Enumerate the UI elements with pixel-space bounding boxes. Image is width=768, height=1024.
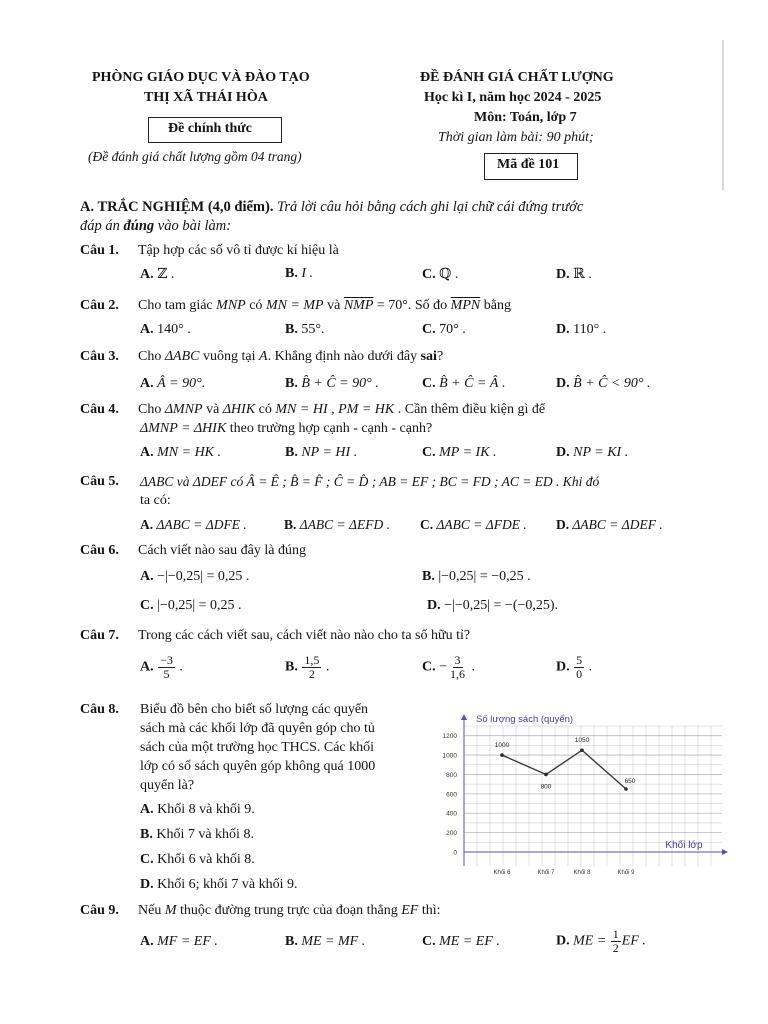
q8-option-b [140, 827, 254, 843]
q5-option-a [140, 517, 247, 533]
option-post: EF . [621, 933, 646, 949]
q1-label: Câu 1. [80, 243, 119, 258]
option-text: ΔABC = ΔFDE . [436, 517, 527, 532]
q5-option-d [556, 517, 663, 533]
q8-line3: sách của một trường học THCS. Các khối [140, 740, 375, 755]
pages-note: (Đề đánh giá chất lượng gồm 04 trang) [88, 149, 302, 164]
y-tick-label: 800 [446, 771, 457, 779]
option-text: MF = EF . [157, 934, 218, 949]
q3-text-a: Cho [138, 349, 165, 364]
option-text: Khối 8 và khối 9. [157, 802, 255, 817]
q1-option-c [422, 266, 458, 283]
option-text: |−0,25| = −0,25 . [438, 569, 531, 584]
option-text: MN = HK . [157, 445, 222, 460]
q2-text-f: = 70°. Số đo [373, 298, 451, 313]
option-text: ΔABC = ΔDEF . [572, 517, 663, 532]
q8-line5: quyển là? [140, 778, 195, 793]
option-post: . [322, 659, 330, 675]
q7-d-fraction [574, 654, 584, 681]
option-text: 55°. [301, 322, 325, 337]
q7-a-fraction [158, 654, 175, 681]
section-a-title: A. TRẮC NGHIỆM (4,0 điểm). [80, 199, 274, 215]
option-text: |−0,25| = 0,25 . [157, 598, 242, 613]
q4-l1c: và [202, 402, 223, 417]
q3-text-f: ? [436, 349, 444, 364]
q3-text-c: vuông tại [199, 349, 260, 364]
q8-line1: Biểu đồ bên cho biết số lượng các quyển [140, 702, 369, 717]
option-pre: − [439, 659, 448, 675]
q2-text-a: Cho tam giác [138, 298, 217, 313]
y-tick-label: 600 [446, 791, 457, 799]
q7-text: Trong các cách viết sau, cách viết nào nào cho ta số hữu tỉ? [138, 628, 471, 643]
option-text: Â = 90°. [157, 376, 206, 391]
q4-l1f: MN = HI , PM = HK [275, 402, 395, 417]
numerator: 1 [612, 927, 619, 941]
option-key: A. [140, 322, 154, 337]
q3-bold: sai [420, 349, 437, 364]
q2-angle-nmp: $\overline{NMP}$ [343, 298, 374, 313]
section-a-instruction: Trả lời câu hỏi bằng cách ghi lại chữ cái đứng trước [273, 199, 584, 215]
q2-text-e: và [323, 298, 344, 313]
data-point [580, 748, 584, 752]
option-key: D. [556, 445, 570, 460]
q2-option-d [556, 322, 606, 338]
q7-option-d [556, 654, 592, 681]
q4-option-a [140, 445, 221, 461]
q3-option-b [285, 376, 379, 392]
q2-text-c: có [245, 298, 266, 313]
numerator: −3 [160, 653, 173, 667]
data-label: 1000 [494, 742, 510, 750]
q7-option-b [285, 654, 329, 681]
option-text: −|−0,25| = −(−0,25). [444, 598, 559, 613]
q4-l1a: Cho [138, 402, 165, 417]
data-point [544, 773, 548, 777]
chart-title: Số lượng sách (quyển) [476, 714, 574, 725]
instruction-part2: đáp án [80, 218, 124, 234]
q5-option-b [284, 517, 390, 533]
option-text: B̂ + Ĉ = Â . [439, 376, 506, 391]
q2-option-b [285, 322, 324, 338]
option-key: C. [420, 517, 434, 532]
chart-x-axis-label: Khối lớp [665, 840, 703, 851]
q9-text [138, 903, 441, 919]
q3-option-c [422, 376, 505, 392]
y-tick-label: 0 [453, 849, 457, 857]
q8-line4: lớp có số sách quyên góp không quá 1000 [140, 759, 376, 774]
option-post: . [175, 659, 183, 675]
option-key: D. [556, 517, 570, 532]
option-text: Khối 6; khối 7 và khối 9. [157, 877, 298, 892]
data-label: 800 [540, 783, 552, 791]
option-key: A. [140, 267, 154, 282]
option-text: 70° . [439, 322, 466, 337]
exam-code: Mã đề 101 [497, 157, 560, 172]
q3-text-e: . Khẳng định nào dưới đây [267, 349, 421, 364]
denominator: 5 [163, 667, 170, 681]
q3-triangle: ΔABC [164, 349, 200, 364]
y-tick-label: 400 [446, 810, 457, 818]
option-text: MP = IK . [439, 445, 497, 460]
option-text: Khối 6 và khối 8. [157, 852, 255, 867]
series-line [502, 750, 626, 789]
option-post: . [585, 659, 593, 675]
option-text: NP = KI . [573, 445, 629, 460]
option-key: B. [284, 517, 297, 532]
y-tick-label: 1200 [442, 733, 457, 741]
q5-line2: ta có: [140, 493, 171, 508]
denominator: 0 [576, 667, 583, 681]
q8-option-d [140, 877, 298, 893]
data-label: 650 [624, 778, 636, 785]
option-text: ΔABC = ΔDFE . [156, 517, 247, 532]
q9-option-b [285, 934, 365, 950]
option-key: A. [140, 802, 154, 817]
q9-text-c: thuộc đường trung trực của đoạn thẳng [176, 903, 402, 918]
q1-option-b [285, 266, 313, 282]
q3-vertex: A [259, 349, 268, 364]
q8-line2: sách mà các khối lớp đã quyên góp cho tủ [140, 721, 375, 736]
option-key: D. [556, 322, 570, 337]
option-key: D. [140, 877, 154, 892]
q6-option-d [427, 598, 558, 614]
data-point [500, 753, 504, 757]
q6-option-b [422, 569, 531, 585]
exam-title: ĐỀ ĐÁNH GIÁ CHẤT LƯỢNG [420, 70, 614, 85]
q2-option-c [422, 322, 466, 338]
q4-l1e: có [255, 402, 276, 417]
option-text: ℚ . [439, 267, 459, 282]
q2-equal-sides: MN = MP [265, 298, 324, 313]
q2-angle-mpn: $\overline{MPN}$ [450, 298, 481, 313]
town-name: THỊ XÃ THÁI HÒA [144, 90, 268, 105]
q4-l2a: ΔMNP = ΔHIK [140, 421, 227, 436]
semester-line: Học kì I, năm học 2024 - 2025 [424, 90, 602, 105]
option-text: Khối 7 và khối 8. [156, 827, 254, 842]
x-tick-label: Khối 8 [573, 870, 591, 876]
data-point [624, 787, 628, 791]
chart-y-ticks [443, 733, 458, 856]
option-text: ME = [573, 933, 610, 949]
q7-b-fraction [302, 654, 321, 681]
option-key: D. [556, 376, 570, 391]
option-key: C. [422, 267, 436, 282]
x-tick-label: Khối 6 [493, 870, 511, 876]
q3-option-a [140, 376, 205, 392]
option-text: ME = MF . [301, 934, 366, 949]
q4-l1d: ΔHIK [222, 402, 256, 417]
q8-option-c [140, 852, 255, 868]
option-text: 140° . [157, 322, 191, 337]
option-key: C. [422, 376, 436, 391]
q4-label: Câu 4. [80, 402, 119, 417]
q3-label: Câu 3. [80, 349, 119, 364]
q4-l2b: theo trường hợp cạnh - cạnh - cạnh? [226, 421, 433, 436]
q4-option-c [422, 445, 497, 461]
option-post: . [468, 659, 476, 675]
option-text: B̂ + Ĉ < 90° . [573, 376, 651, 391]
q6-option-c [140, 598, 242, 614]
q4-l1b: ΔMNP [164, 402, 203, 417]
numerator: 1,5 [304, 653, 320, 667]
option-key: A. [140, 517, 154, 532]
option-key: B. [285, 445, 298, 460]
q9-option-a [140, 934, 218, 950]
option-key: B. [285, 322, 298, 337]
instruction-bold: đúng [123, 218, 155, 234]
q9-d-fraction [611, 928, 621, 955]
y-axis-arrow [461, 714, 467, 720]
x-tick-label: Khối 7 [537, 870, 555, 876]
option-text: −|−0,25| = 0,25 . [157, 569, 250, 584]
option-text: I . [301, 266, 314, 281]
q1-option-d [556, 266, 592, 283]
numerator: 3 [454, 653, 461, 667]
q9-option-d [556, 928, 646, 955]
x-tick-label: Khối 9 [617, 870, 635, 876]
data-label: 1050 [574, 737, 590, 745]
q4-line1 [138, 402, 545, 418]
q7-option-c [422, 654, 475, 681]
y-tick-label: 1000 [442, 752, 457, 760]
option-key: A. [140, 659, 154, 675]
option-key: D. [556, 659, 570, 675]
option-key: B. [285, 934, 298, 949]
y-tick-label: 200 [446, 830, 457, 838]
option-key: D. [556, 267, 570, 282]
q8-label: Câu 8. [80, 702, 119, 717]
q9-segment: EF [401, 903, 419, 918]
option-key: B. [285, 659, 298, 675]
section-a-heading [80, 199, 583, 216]
time-line: Thời gian làm bài: 90 phút; [438, 130, 594, 145]
option-key: A. [140, 445, 154, 460]
option-key: B. [422, 569, 435, 584]
option-key: B. [140, 827, 153, 842]
option-key: C. [422, 445, 436, 460]
q5-label: Câu 5. [80, 474, 119, 489]
instruction-part3: vào bài làm: [154, 218, 232, 234]
option-text: ΔABC = ΔEFD . [299, 517, 390, 532]
q9-point: M [164, 903, 177, 918]
q4-l1g: . Cần thêm điều kiện gì để [394, 402, 546, 417]
q1-text: Tập hợp các số vô tỉ được kí hiệu là [138, 243, 339, 258]
q4-option-b [285, 445, 357, 461]
option-text: ℤ . [157, 267, 175, 282]
q9-option-c [422, 934, 500, 950]
numerator: 5 [576, 653, 583, 667]
option-key: B. [285, 376, 298, 391]
q4-option-d [556, 445, 628, 461]
option-text: ℝ . [573, 267, 592, 282]
q2-option-a [140, 322, 191, 338]
subject-line: Môn: Toán, lớp 7 [474, 110, 577, 125]
official-label: Đề chính thức [168, 121, 252, 136]
q2-label: Câu 2. [80, 298, 119, 313]
q4-line2 [140, 421, 432, 437]
q8-option-a [140, 802, 255, 818]
option-text: NP = HI . [301, 445, 358, 460]
option-text: B̂ + Ĉ = 90° . [301, 376, 379, 391]
q1-option-a [140, 266, 174, 283]
option-text: 110° . [573, 322, 607, 337]
q5-option-c [420, 517, 527, 533]
option-key: C. [140, 598, 154, 613]
q9-text-a: Nếu [138, 903, 165, 918]
option-text: ME = EF . [439, 934, 500, 949]
q7-label: Câu 7. [80, 628, 119, 643]
q7-c-fraction [448, 654, 467, 681]
q2-text-g: bằng [480, 298, 511, 313]
q3-text [138, 349, 443, 365]
section-a-instruction-line2 [80, 218, 231, 235]
option-key: B. [285, 266, 298, 281]
denominator: 2 [308, 667, 315, 681]
x-axis-arrow [722, 849, 728, 855]
option-key: A. [140, 376, 154, 391]
chart-x-labels [493, 870, 635, 876]
q9-text-e: thì: [418, 903, 441, 918]
option-key: C. [422, 322, 436, 337]
option-key: C. [422, 934, 436, 949]
denominator: 1,6 [450, 667, 466, 681]
q7-option-a [140, 654, 183, 681]
q2-triangle: MNP [216, 298, 246, 313]
option-key: C. [140, 852, 154, 867]
department-name: PHÒNG GIÁO DỤC VÀ ĐÀO TẠO [92, 70, 310, 85]
q3-option-d [556, 376, 651, 392]
denominator: 2 [612, 941, 619, 955]
option-key: A. [140, 569, 154, 584]
q5-line1: ΔABC và ΔDEF có Â = Ê ; B̂ = F̂ ; Ĉ = D̂ ; AB = EF ; BC = FD ; AC = ED . Khi đó [140, 474, 600, 489]
option-key: D. [556, 933, 570, 949]
q6-text: Cách viết nào sau đây là đúng [138, 543, 306, 558]
q6-label: Câu 6. [80, 543, 119, 558]
q2-text [138, 298, 511, 314]
q6-option-a [140, 569, 249, 585]
option-key: A. [140, 934, 154, 949]
option-key: C. [422, 659, 436, 675]
scan-edge-line [722, 40, 724, 190]
books-line-chart [430, 708, 730, 893]
q9-label: Câu 9. [80, 903, 119, 918]
option-key: D. [427, 598, 441, 613]
